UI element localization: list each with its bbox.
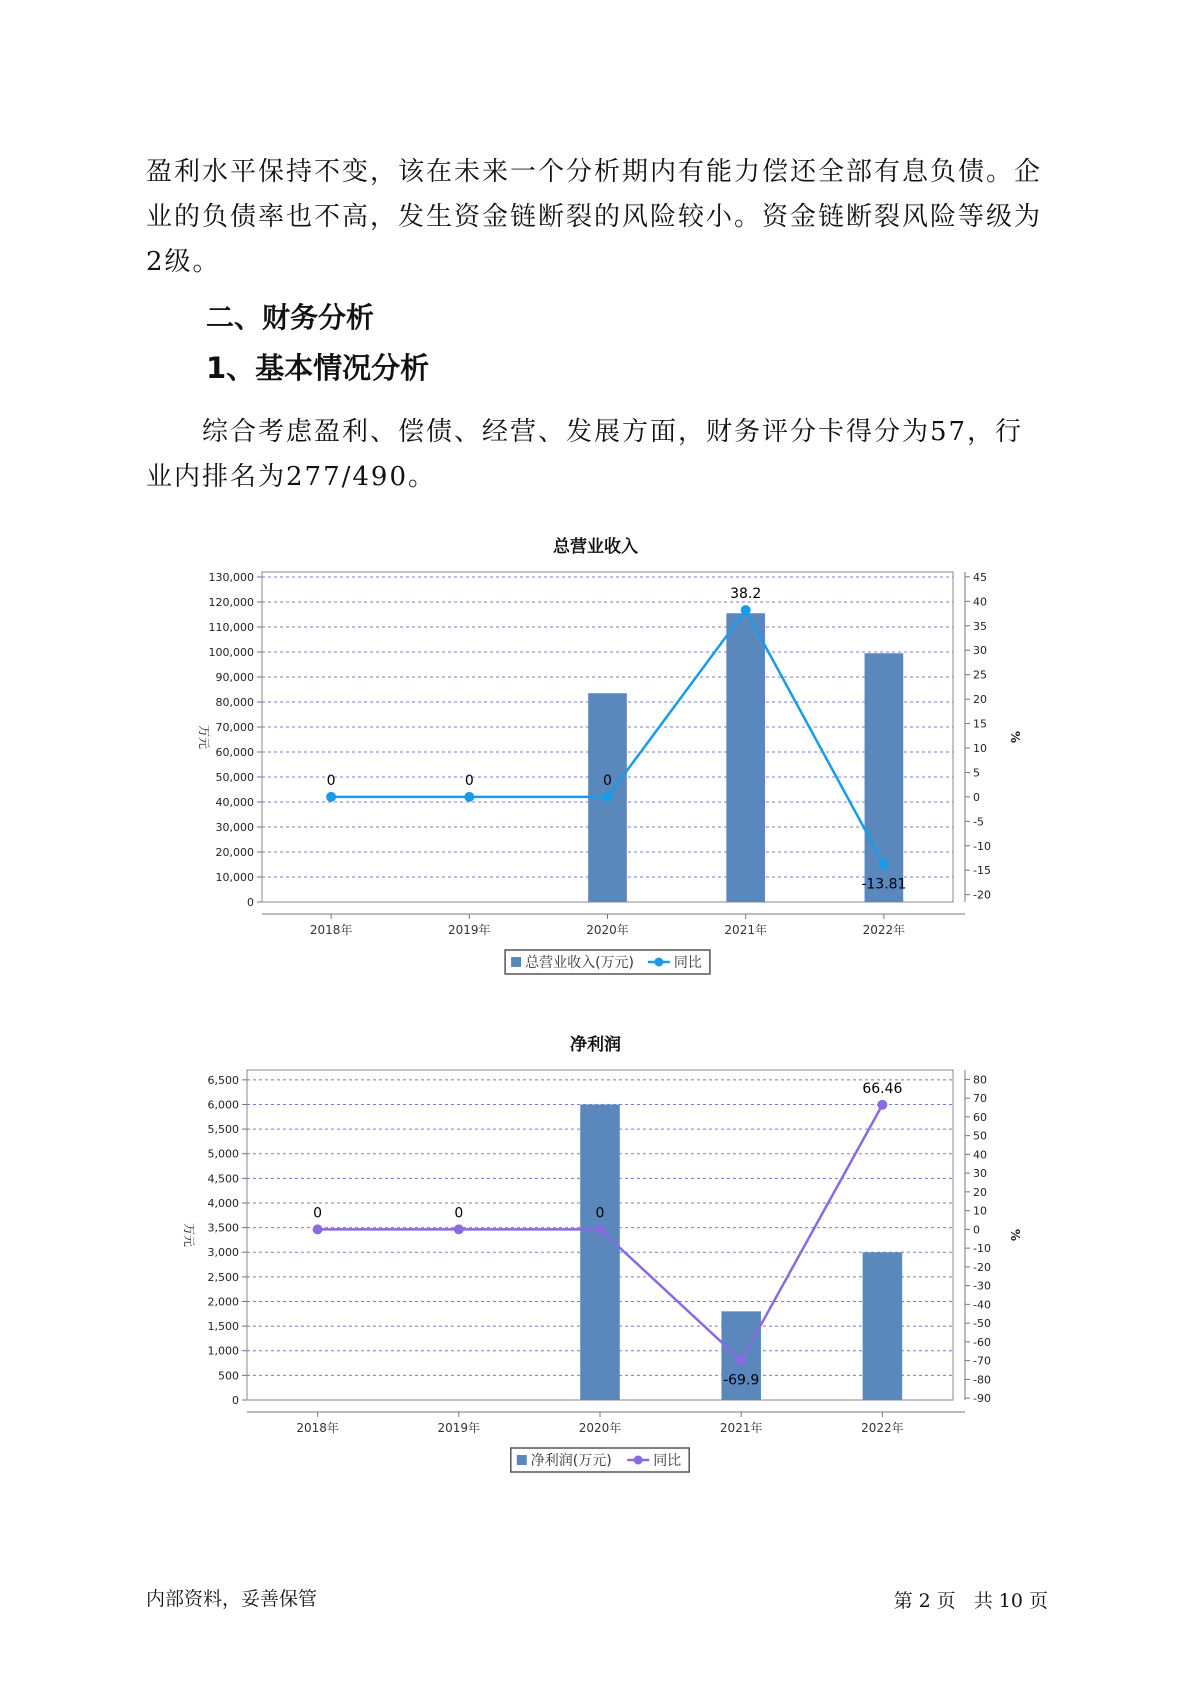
subsection-heading: 1、基本情况分析 — [206, 351, 430, 385]
y-tick-label: 5,500 — [207, 1123, 239, 1137]
y-tick-label: 70,000 — [215, 721, 254, 734]
y-tick-label: 60,000 — [215, 746, 254, 759]
y-tick-label: 3,500 — [207, 1221, 239, 1235]
yoy-point — [879, 859, 889, 869]
x-tick-label: 2022年 — [861, 1421, 904, 1435]
y2-tick-label: -40 — [973, 1298, 991, 1312]
x-tick-label: 2019年 — [437, 1421, 481, 1435]
y-tick-label: 90,000 — [215, 671, 254, 684]
data-label: 0 — [454, 1205, 464, 1222]
y-tick-label: 2,500 — [207, 1270, 239, 1284]
y2-tick-label: 0 — [973, 790, 980, 804]
y2-tick-label: 20 — [973, 693, 987, 707]
y-tick-label: 1,000 — [207, 1344, 239, 1358]
y-tick-label: 100,000 — [208, 646, 254, 659]
y-tick-label: 6,000 — [207, 1098, 239, 1112]
yoy-point — [454, 1224, 464, 1234]
y2-tick-label: -50 — [973, 1317, 991, 1331]
y-tick-label: 120,000 — [208, 596, 254, 609]
data-label: -13.81 — [861, 876, 907, 893]
y-tick-label: 130,000 — [208, 571, 254, 584]
y2-tick-label: 40 — [973, 595, 987, 609]
y2-tick-label: 25 — [973, 668, 987, 682]
footer-confidential: 内部资料，妥善保管 — [146, 1588, 318, 1610]
y2-tick-label: -15 — [973, 864, 991, 878]
yoy-point — [326, 792, 336, 802]
y-axis-title: 万元 — [197, 724, 211, 750]
revenue-chart — [0, 550, 1191, 1010]
y-tick-label: 3,000 — [207, 1246, 239, 1260]
y-tick-label: 80,000 — [215, 696, 254, 709]
x-tick-label: 2018年 — [296, 1421, 339, 1435]
y2-tick-label: -70 — [973, 1354, 991, 1368]
yoy-point — [877, 1100, 887, 1110]
y-tick-label: 5,000 — [207, 1147, 239, 1161]
y2-tick-label: 35 — [973, 619, 987, 633]
yoy-point — [603, 792, 613, 802]
y2-tick-label: 80 — [973, 1073, 987, 1087]
x-tick-label: 2020年 — [578, 1421, 622, 1435]
x-tick-label: 2021年 — [719, 1421, 763, 1435]
page-suffix: 页 — [936, 1590, 956, 1612]
y2-tick-label: -10 — [973, 1242, 991, 1256]
y2-tick-label: 45 — [973, 570, 987, 584]
y2-tick-label: 5 — [973, 766, 980, 780]
y2-tick-label: -90 — [973, 1392, 991, 1406]
yoy-point — [464, 792, 474, 802]
y2-tick-label: 10 — [973, 742, 987, 755]
chart1-title: 总营业收入 — [553, 537, 638, 557]
bar — [580, 1104, 620, 1400]
legend-line-marker — [654, 958, 663, 967]
y2-axis-title: % — [1008, 1228, 1022, 1242]
chart2-title: 净利润 — [570, 1035, 621, 1055]
y-tick-label: 110,000 — [208, 621, 254, 634]
y-tick-label: 40,000 — [215, 796, 254, 809]
y2-tick-label: -5 — [973, 815, 984, 829]
page-num: 2 — [918, 1590, 931, 1612]
net-profit-chart — [0, 1048, 1191, 1508]
x-tick-label: 2019年 — [448, 923, 491, 937]
y-tick-label: 10,000 — [215, 871, 254, 884]
y2-tick-label: 0 — [973, 1223, 980, 1237]
yoy-point — [313, 1224, 323, 1234]
data-label: 0 — [464, 772, 474, 789]
y-tick-label: 500 — [218, 1369, 239, 1383]
data-label: 38.2 — [730, 586, 762, 603]
y2-axis-title: % — [1008, 730, 1022, 744]
y2-tick-label: 70 — [973, 1092, 987, 1106]
x-tick-label: 2018年 — [309, 923, 353, 937]
legend-bar-label: 净利润(万元) — [530, 1453, 612, 1469]
total-suffix: 页 — [1028, 1590, 1048, 1612]
legend-line-label: 同比 — [653, 1453, 682, 1469]
y-tick-label: 4,000 — [207, 1196, 239, 1210]
y2-tick-label: 20 — [973, 1185, 987, 1199]
footer-page-number — [891, 1586, 1051, 1613]
score-paragraph: 综合考虑盈利、偿债、经营、发展方面，财务评分卡得分为57，行业内排名为277/490。 — [146, 417, 1024, 492]
y2-tick-label: 10 — [973, 1204, 987, 1218]
total-num: 10 — [998, 1590, 1023, 1612]
y2-tick-label: -60 — [973, 1335, 991, 1349]
data-label: 0 — [603, 772, 612, 789]
y-tick-label: 30,000 — [215, 821, 254, 834]
y-tick-label: 0 — [232, 1394, 239, 1407]
legend-line-marker — [634, 1456, 643, 1465]
y2-tick-label: -20 — [973, 888, 991, 902]
data-label: 66.46 — [862, 1080, 903, 1097]
yoy-point — [736, 1355, 746, 1365]
y2-tick-label: -10 — [973, 839, 991, 853]
page-prefix: 第 — [893, 1590, 913, 1612]
yoy-point — [595, 1224, 605, 1234]
intro-paragraph: 盈利水平保持不变，该在未来一个分析期内有能力偿还全部有息负债。企业的负债率也不高，发生资金链断裂的风险较小。资金链断裂风险等级为2级。 — [146, 157, 1043, 277]
data-label: 0 — [326, 772, 336, 789]
y-tick-label: 1,500 — [207, 1320, 239, 1334]
y-tick-label: 2,000 — [207, 1295, 239, 1309]
y-tick-label: 20,000 — [215, 846, 254, 859]
legend-bar-swatch — [511, 957, 521, 967]
y-tick-label: 4,500 — [207, 1172, 239, 1186]
x-tick-label: 2020年 — [586, 923, 629, 937]
bar — [863, 1252, 903, 1400]
y2-tick-label: 30 — [973, 1167, 987, 1181]
y-tick-label: 0 — [247, 896, 254, 909]
y2-tick-label: -30 — [973, 1279, 991, 1293]
y2-tick-label: 60 — [973, 1110, 987, 1124]
y2-tick-label: 50 — [973, 1129, 987, 1143]
y2-tick-label: -80 — [973, 1373, 991, 1387]
data-label: 0 — [313, 1205, 323, 1222]
y-tick-label: 50,000 — [215, 771, 254, 784]
x-tick-label: 2022年 — [862, 923, 906, 937]
y-axis-title: 万元 — [182, 1222, 196, 1248]
legend-bar-swatch — [517, 1455, 527, 1465]
legend-bar-label: 总营业收入(万元) — [525, 955, 635, 971]
x-tick-label: 2021年 — [724, 923, 767, 937]
y2-tick-label: -20 — [973, 1260, 991, 1274]
y2-tick-label: 15 — [973, 717, 987, 731]
data-label: 0 — [595, 1205, 605, 1222]
data-label: -69.9 — [723, 1372, 760, 1389]
y-tick-label: 6,500 — [207, 1073, 239, 1087]
yoy-point — [741, 605, 751, 615]
legend-line-label: 同比 — [673, 955, 702, 971]
total-prefix: 共 — [973, 1590, 993, 1612]
section-heading: 二、财务分析 — [206, 301, 375, 334]
bar — [726, 613, 765, 902]
y2-tick-label: 40 — [973, 1148, 987, 1162]
y2-tick-label: 30 — [973, 644, 987, 658]
